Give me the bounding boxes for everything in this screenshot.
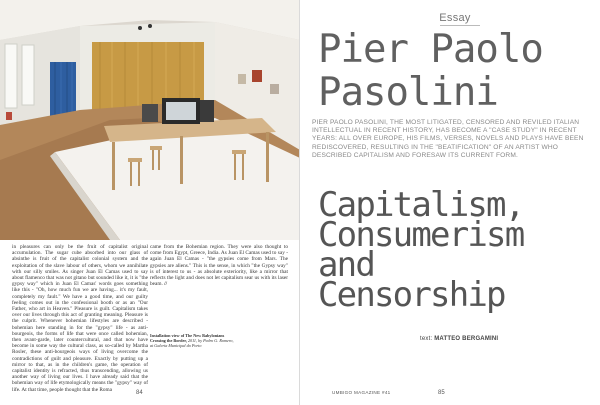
installation-photo (0, 0, 300, 240)
body-text-column-2-text: came from the Bohemian region. They were also thought to come from Egypt, Greece, India. As Juan El Camas used to say - again Juan El Camas - "the gypsies come from Mars. The gypsies are aliens." This is the sense, in which "the Gypsy way" is of interest to us - as absolute exteriority, like a mirror that reflects the light and does not let capitalism sear us with its laser beam. (150, 244, 288, 288)
subtitle-line-4: Censorship (318, 275, 505, 315)
subtitle-line-2: Consumerism (318, 215, 524, 255)
article-subtitle (318, 185, 593, 315)
end-mark: // (164, 281, 168, 288)
byline (420, 336, 498, 342)
title-line-1: Pier Paolo (318, 27, 543, 72)
section-label: Essay (439, 12, 471, 24)
body-text-column-1: in pleasures can only be the fruit of capitalist original accumulation. The sugar cube absorbed into our glass of absinthe is fruit of the capitalist colonial system and the exploitation of the slave labour of others, whom we annihilate with our silly smiles. As singer Juan El Camas used to say about flamenco that was not gitano but sounded like it, it is "the gypsy way" which in Juan El Camas' words goes something like this - "Oh, how much fun we are having... it's my fault, completely my fault." We have a good time, and our guilty feeling comes out in the confessional booth or as an "Our Father, who art in Heaven." Pleasure is guilt. Capitalism takes over our lives through this act of granting meaning. Pleasure is the culprit. Whenever bohemian lifestyles are described - bohemian here standing in for the "gypsy" life - as anti-bourgeois, the forms of life that were once called bohemian, then avant-garde, later countercultural, and that now have become in some way the cultural class, as so-called by Martha Rosler, these anti-bourgeois ways of living overcome the contradictions of guilt and pleasure. Exactly by putting up a mirror to that, as in the children's game, the operation of capitalist identity is refracted, thus transcending, allowing us another way of living our lives. I have already said that the bohemian way of life etymologically means the "gypsy" way of life. At that time, people thought that the Roma (12, 244, 148, 393)
page-number-left: 84 (136, 390, 143, 396)
lede-paragraph: PIER PAOLO PASOLINI, THE MOST LITIGATED, CENSORED AND REVILED ITALIAN INTELLECTUAL IN RECENT HISTORY, HAS BECOME A "CASE STUDY" IN RECENT YEARS: ALL OVER EUROPE, HIS FILMS, VERSES, NOVELS AND PLAYS HAVE BEEN REDISCOVERED, RESULTING IN THE "BEATIFICATION" OF AN ARTIST WHO DESCRIBED CAPITALISM AND FORESAW ITS CURRENT FORM. (312, 119, 584, 159)
caption-details: 2011, by Pedro G. Romero, at Galeria Municipal do Porto (150, 338, 234, 349)
subtitle-line-1: Capitalism, (318, 185, 524, 225)
title-line-2: Pasolini (318, 70, 498, 115)
byline-label: text: (420, 336, 433, 342)
magazine-footer: UMBIGO MAGAZINE #41 (332, 390, 391, 395)
subtitle-line-3: and (318, 245, 375, 285)
byline-author: MATTEO BERGAMINI (434, 336, 499, 342)
page-number-right: 85 (438, 390, 445, 396)
article-title (318, 28, 588, 114)
photo-caption (150, 333, 234, 348)
caption-title: Installation view of The New Babylonians Crossing the Border, (150, 333, 225, 344)
body-text-column-2 (150, 244, 288, 309)
right-page (300, 0, 600, 405)
section-rule (440, 25, 480, 26)
